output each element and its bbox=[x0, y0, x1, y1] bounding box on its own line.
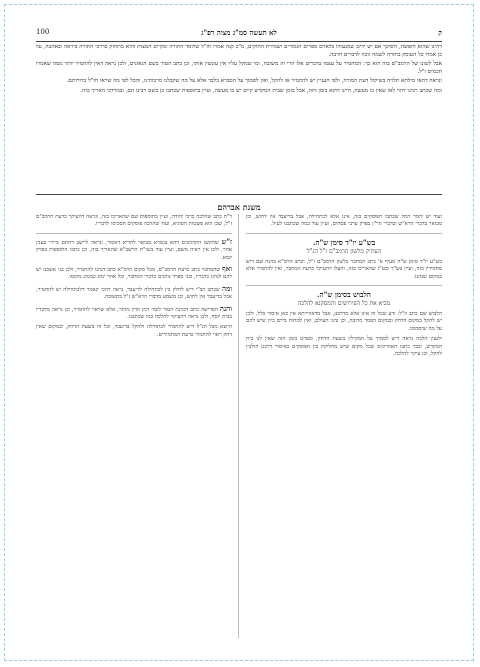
paragraph-text: שהמחבר כתב כדעת הרמב"ם, מכל מקום הרמ"א כתב דנהגו להחמיר, ולכן בני אשכנז יש להם לנהוג כדבריו, ובני ספרד נוהגים כדברי המחבר, וכל אחד ינהג כמנהג מקומו. bbox=[36, 267, 232, 281]
commentary-title: משנת אברהם bbox=[217, 202, 261, 212]
main-text-block bbox=[36, 44, 442, 190]
section-separator bbox=[246, 233, 442, 234]
header-rule bbox=[36, 41, 442, 42]
commentary-paragraph bbox=[36, 265, 232, 282]
section-subtitle: מביא את כל הפירושים והמסקנא להלכה bbox=[297, 300, 391, 308]
header-title: לא תעשה סמ"ג מצוה רפ"ג bbox=[201, 28, 277, 37]
paragraph-text: הפרישה כתב דכוונת הטור לומר דמן הדין מותר, אלא שראוי להחמיר, וכן נראה מדבריו בבית יוסף, ולכן נראה דהעיקר להלכה כמו שכתבנו. bbox=[36, 306, 232, 321]
paragraph-lead-word: ז"ש bbox=[221, 236, 232, 246]
section-text: הלבוש שם כתב וז"ל: ודע שכל זה אינו אלא מדרבנן, אבל מדאורייתא אין כאן איסור כלל, ולכן יש להקל במקום הדחק ובמקום הפסד מרובה, וכן נהגו העולם, ואין למחות בידם כיון שיש להם על מה שיסמוכו. bbox=[246, 311, 442, 332]
main-text-paragraph: דהינו שהוא חופשה, ולפיכך אם יש ידים שמנעוהו בלאוים ספרים הגמורים ושמירת החוקים, מ"כ קנה אמרו חז"ל שלומד התורה ומקיים המצות והוא מתחזק בדרכי התורה ביראה ובאהבה, על כן אמרו כל העוסק בתורה לשמה זוכה לדברים הרבה. bbox=[36, 44, 442, 58]
section-separator bbox=[246, 285, 442, 286]
section-text: בש"ע יו"ד סימן ש"ה סעיף א' כתב המחבר כלשון הרמב"ם ז"ל, וכתב הרמ"א בהגה שם דיש מחמירין בזה, ועיין בש"ך ובט"ז שהאריכו בזה, והעלו דהעיקר כדעת המחבר, ואין להחמיר אלא במקום שנהגו. bbox=[246, 258, 442, 280]
page-number: 100 bbox=[36, 28, 50, 36]
section-subtitle: העתיק מלשון הרמב"ם ז"ל הנ"ל bbox=[306, 247, 382, 255]
main-text-paragraph: ומה שכתב רבינו דהוי לאו שאין בו מעשה, היינו דוקא בזמן הזה, אבל בזמן שבית המקדש קיים יש בו מעשה, ועיין בתוספות שכתבו כן בשם רבינו תם, ובמרדכי האריך בזה. bbox=[80, 87, 442, 94]
commentary-paragraph bbox=[36, 305, 232, 322]
main-text-paragraph: אבל לשונו של הרמב"ם בזה הוא כך: המחמיר על עצמו בדברים אלו הרי זה משובח, ומי שמקל עליו אין עונשין אותו, וכן כתב הטור בשם הגאונים, ולכן נראה דאין להחמיר יותר ממה שאמרו חכמים ז"ל. bbox=[36, 61, 442, 75]
running-header bbox=[36, 28, 442, 40]
section-separator bbox=[36, 233, 232, 234]
column-divider bbox=[238, 214, 239, 638]
main-text-paragraph: ונראה דהאי מילתא תלויה בשיקול דעת המורה, ולפי העניין יש להחמיר או להקל, ואין לסמוך על הסברא בלבד אלא על מה שקבלנו מרבותינו, והכל לפי מה שראו חז"ל בדורותם. bbox=[66, 78, 442, 85]
paragraph-lead-word: ומה bbox=[222, 283, 232, 293]
book-page bbox=[36, 28, 442, 640]
main-text-rule bbox=[36, 194, 442, 195]
paragraph-lead-word: ואף bbox=[222, 264, 232, 274]
right-column bbox=[246, 214, 442, 638]
paragraph-text: שכתב הב"י דיש לחלק בין לכתחילה לדיעבד, נראה דהכי קאמר דלכתחילה יש להחמיר, אבל בדיעבד אין לחוש, וכן משמע מדברי הרא"ש ז"ל בתשובה. bbox=[36, 286, 232, 301]
right-column-closing: ולענין הלכה נראה דיש לסמוך על המקילין בשעת הדחק, ובפרט בזמן הזה שאין לנו בית המקדש, וכבר כתבו האחרונים שכל מקום שיש מחלוקת בין הפוסקים באיסור דרבנן הולכין להקל, וכן עיקר להלכה. bbox=[246, 336, 442, 358]
header-letter: ק bbox=[438, 28, 442, 37]
section-title: הלבוש בסימן ש"ה. bbox=[317, 290, 371, 300]
commentary-paragraph bbox=[36, 238, 232, 262]
paragraph-text: שהקשו הקדמונים דהא בגמרא מבואר להדיא דאסור, ונראה ליישב דהתם מיירי בענין אחר, ולכן אין ראיה משם, ועיין עוד בשו"ת הרשב"א שהאריך בזה, וכן כתבו התוספות בפרק קמא. bbox=[36, 239, 232, 261]
section-title: בש"ע יו"ד סימן ש"ה. bbox=[312, 237, 376, 247]
commentary-paragraph bbox=[36, 285, 232, 302]
right-column-intro: ועוד יש לומר דמה שכתבו הפוסקים בזה, אינו אלא לכתחילה, אבל בדיעבד אין לחוש, וכן מבואר בדברי הרא"ש ובדברי הר"ן בפרק ערבי פסחים, ועיין עוד במה שכתבנו לעיל. bbox=[246, 214, 442, 228]
left-column-closing: היוצא מכל הנ"ל דיש להחמיר לכתחילה ולהקל בדיעבד, וכל זה בשעת הדחק, ובמקום שאין דחק ראוי להחמיר כדעת המחמירים. bbox=[36, 324, 232, 338]
commentary-title-wrap bbox=[36, 198, 442, 215]
left-column-intro: ר"ת כתב שהלכה כרבי יהודה, ועיין בתוספות שם שהאריכו בזה, ונראה דהעיקר כדעת הרמב"ם ז"ל, שכן הוא פשטות הסוגיא, ועוד שהרבה פוסקים הסכימו לדבריו. bbox=[36, 214, 232, 228]
paragraph-lead-word: והנה bbox=[219, 303, 232, 313]
left-column bbox=[36, 214, 232, 638]
